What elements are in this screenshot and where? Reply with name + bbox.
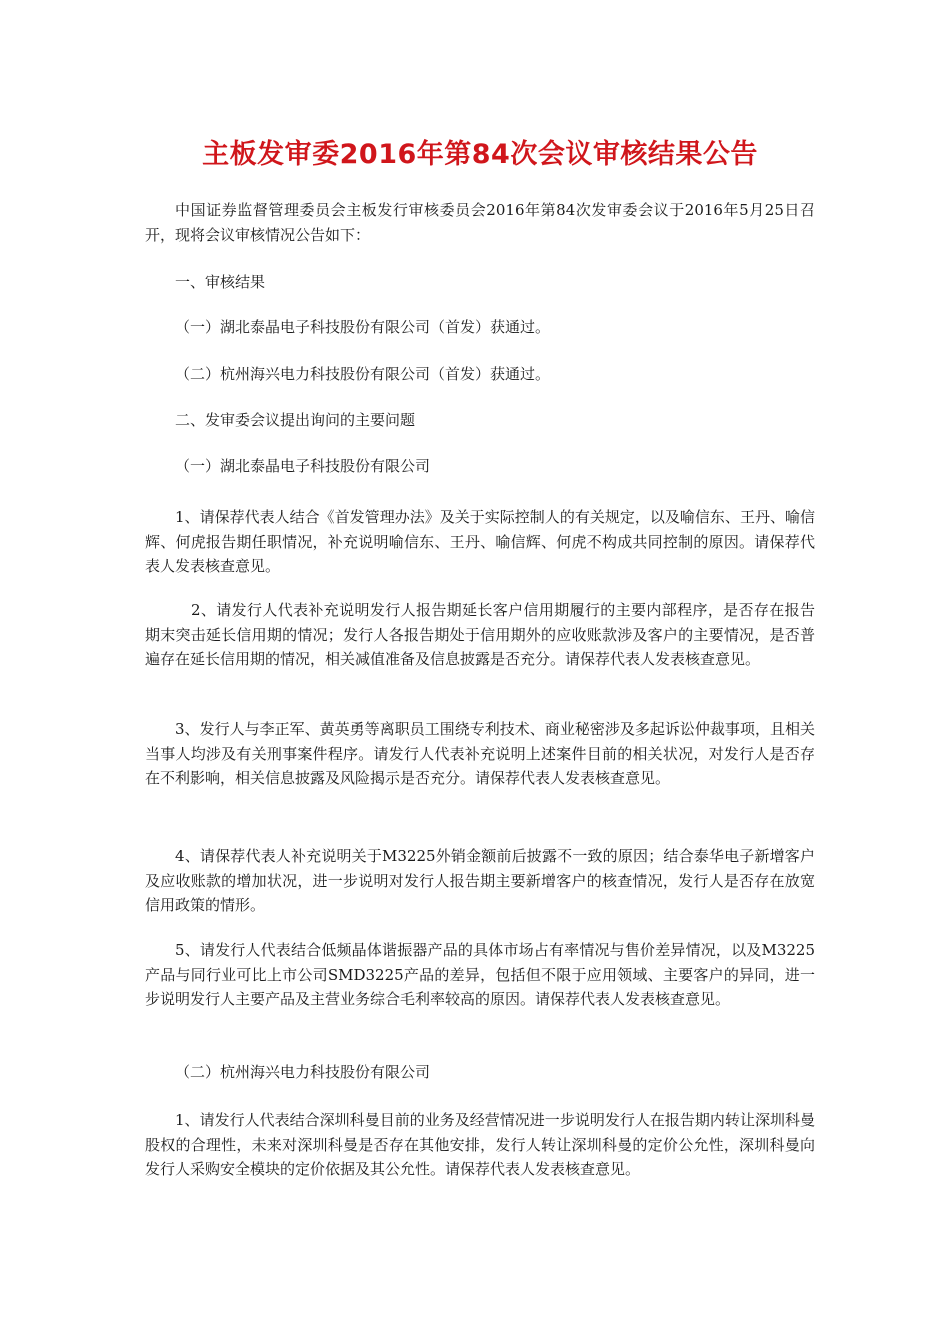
section-heading-results: 一、审核结果: [175, 273, 266, 291]
company2-question-1: 1、请发行人代表结合深圳科曼目前的业务及经营情况进一步说明发行人在报告期内转让深圳科曼股权的合理性，未来对深圳科曼是否存在其他安排，发行人转让深圳科曼的定价公允性，深圳科曼向发行人采购安全模块的定价依据及其公允性。请保荐代表人发表核查意见。: [145, 1111, 815, 1178]
document-title: 主板发审委2016年第84次会议审核结果公告: [202, 139, 758, 170]
result-item-2: （二）杭州海兴电力科技股份有限公司（首发）获通过。: [175, 365, 551, 383]
company1-question-2: 2、请发行人代表补充说明发行人报告期延长客户信用期履行的主要内部程序，是否存在报告期末突击延长信用期的情况；发行人各报告期处于信用期外的应收账款涉及客户的主要情况，是否普遍存在延长信用期的情况，相关减值准备及信息披露是否充分。请保荐代表人发表核查意见。: [145, 601, 815, 668]
intro-paragraph: 中国证券监督管理委员会主板发行审核委员会2016年第84次发审委会议于2016年5月25日召开，现将会议审核情况公告如下：: [145, 201, 815, 244]
company1-question-1: 1、请保荐代表人结合《首发管理办法》及关于实际控制人的有关规定，以及喻信东、王丹、喻信辉、何虎报告期任职情况，补充说明喻信东、王丹、喻信辉、何虎不构成共同控制的原因。请保荐代表人发表核查意见。: [145, 508, 815, 575]
company1-question-4: 4、请保荐代表人补充说明关于M3225外销金额前后披露不一致的原因；结合泰华电子新增客户及应收账款的增加状况，进一步说明对发行人报告期主要新增客户的核查情况，发行人是否存在放宽信用政策的情形。: [145, 847, 815, 914]
company1-question-5: 5、请发行人代表结合低频晶体谐振器产品的具体市场占有率情况与售价差异情况，以及M3225产品与同行业可比上市公司SMD3225产品的差异，包括但不限于应用领域、主要客户的异同，进一步说明发行人主要产品及主营业务综合毛利率较高的原因。请保荐代表人发表核查意见。: [145, 941, 815, 1008]
company1-question-3: 3、发行人与李正军、黄英勇等离职员工围绕专利技术、商业秘密涉及多起诉讼仲裁事项，且相关当事人均涉及有关刑事案件程序。请发行人代表补充说明上述案件目前的相关状况，对发行人是否存在不利影响，相关信息披露及风险揭示是否充分。请保荐代表人发表核查意见。: [145, 720, 815, 787]
section-heading-questions: 二、发审委会议提出询问的主要问题: [175, 411, 416, 429]
result-item-1: （一）湖北泰晶电子科技股份有限公司（首发）获通过。: [175, 318, 551, 336]
company-heading-1: （一）湖北泰晶电子科技股份有限公司: [175, 457, 431, 475]
company-heading-2: （二）杭州海兴电力科技股份有限公司: [175, 1063, 431, 1081]
